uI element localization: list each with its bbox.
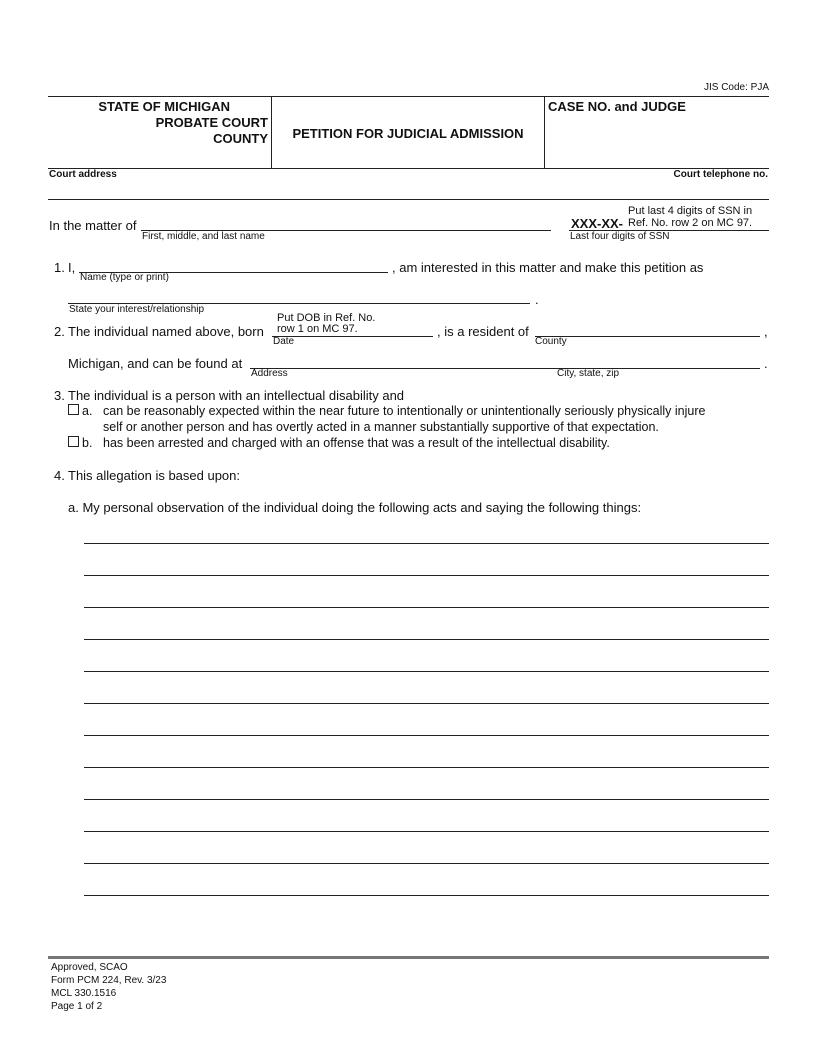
observation-line[interactable]: [84, 671, 769, 672]
petitioner-name-caption: Name (type or print): [80, 272, 169, 283]
dob-note-line1: Put DOB in Ref. No.: [277, 312, 376, 324]
matter-label: In the matter of: [49, 218, 137, 233]
county-label: COUNTY: [213, 131, 268, 146]
resident-text: , is a resident of: [437, 324, 529, 339]
found-text: Michigan, and can be found at: [68, 356, 243, 371]
court-telephone-label: Court telephone no.: [673, 169, 768, 180]
address-field[interactable]: [250, 368, 760, 369]
address-caption: Address: [251, 368, 288, 379]
item3b-line: has been arrested and charged with an offense that was a result of the intellectual disability.: [103, 436, 610, 450]
footer-mcl: MCL 330.1516: [51, 988, 117, 999]
ssn-note-line2: Ref. No. row 2 on MC 97.: [628, 217, 753, 229]
checkbox-3b[interactable]: [68, 436, 79, 447]
address-end: .: [764, 356, 768, 371]
item3-number: 3.: [54, 388, 65, 403]
footer-form: Form PCM 224, Rev. 3/23: [51, 975, 167, 986]
item4a-text: a. My personal observation of the individual doing the following acts and saying the following things:: [68, 500, 642, 515]
dob-note-line2: row 1 on MC 97.: [277, 323, 358, 335]
footer-page: Page 1 of 2: [51, 1001, 103, 1012]
interest-caption: State your interest/relationship: [69, 304, 205, 315]
observation-line[interactable]: [84, 735, 769, 736]
matter-name-caption: First, middle, and last name: [142, 231, 265, 242]
observation-line[interactable]: [84, 575, 769, 576]
header-top-rule: [48, 96, 769, 97]
item2-number: 2.: [54, 324, 65, 339]
item3a-line1: can be reasonably expected within the near future to intentionally or unintentionally seriously physically injure: [103, 404, 706, 418]
county-field[interactable]: [535, 336, 760, 337]
observation-line[interactable]: [84, 767, 769, 768]
ssn-note-line1: Put last 4 digits of SSN in: [628, 205, 753, 217]
court-label: PROBATE COURT: [155, 115, 268, 130]
observation-line[interactable]: [84, 607, 769, 608]
jis-code: JIS Code: PJA: [703, 82, 769, 93]
item4-text: This allegation is based upon:: [68, 468, 241, 483]
item4-number: 4.: [54, 468, 65, 483]
state-label: STATE OF MICHIGAN: [98, 99, 230, 114]
observation-line[interactable]: [84, 639, 769, 640]
observation-line[interactable]: [84, 831, 769, 832]
item1-number: 1.: [54, 260, 65, 275]
observation-line[interactable]: [84, 799, 769, 800]
court-address-rule: [48, 199, 769, 200]
observation-line[interactable]: [84, 895, 769, 896]
dob-field[interactable]: [272, 336, 433, 337]
item1-lead: I,: [68, 260, 76, 275]
item1-end: .: [535, 292, 539, 307]
item3a-letter: a.: [82, 404, 93, 418]
date-caption: Date: [273, 336, 295, 347]
footer-rule: [48, 956, 769, 959]
case-no-label: CASE NO. and JUDGE: [548, 99, 686, 114]
footer-approved: Approved, SCAO: [51, 962, 128, 973]
ssn-value: XXX-XX-: [571, 216, 624, 231]
item2-lead: The individual named above, born: [68, 324, 264, 339]
checkbox-3a[interactable]: [68, 404, 79, 415]
county-comma: ,: [764, 324, 768, 339]
item3-text: The individual is a person with an intellectual disability and: [68, 388, 405, 403]
observation-line[interactable]: [84, 703, 769, 704]
court-address-label: Court address: [49, 169, 117, 180]
item3a-line2: self or another person and has overtly acted in a manner substantially supportive of that expectation.: [103, 420, 659, 434]
form-title: PETITION FOR JUDICIAL ADMISSION: [292, 126, 524, 141]
observation-line[interactable]: [84, 543, 769, 544]
ssn-caption: Last four digits of SSN: [570, 231, 670, 242]
observation-line[interactable]: [84, 863, 769, 864]
county-caption: County: [535, 336, 567, 347]
item3b-letter: b.: [82, 436, 93, 450]
city-caption: City, state, zip: [557, 368, 620, 379]
header-bottom-rule: [48, 168, 769, 169]
header-divider-right: [544, 96, 545, 168]
item1-text: , am interested in this matter and make this petition as: [392, 260, 704, 275]
